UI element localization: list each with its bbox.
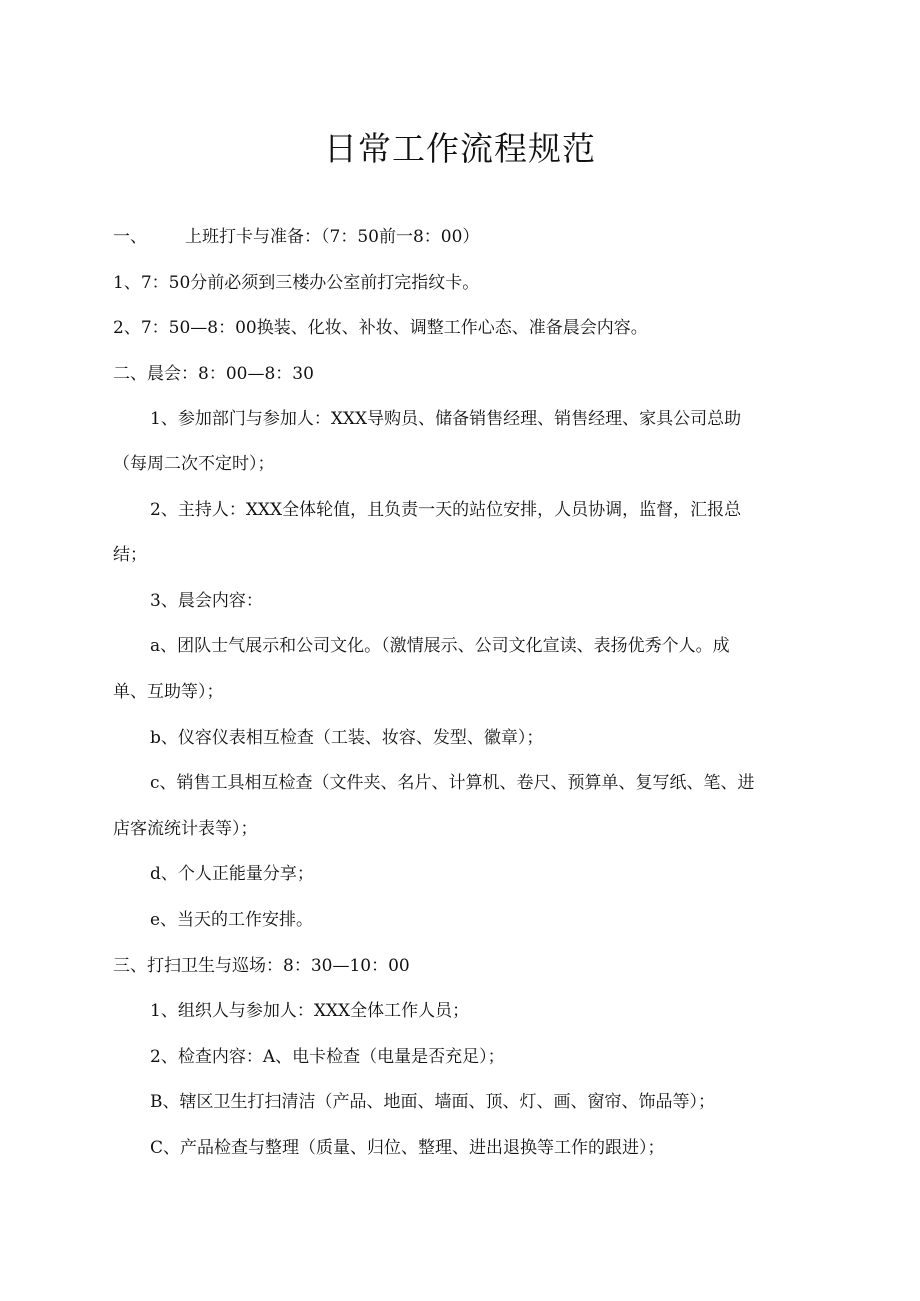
paragraph: 单、互助等）； (113, 682, 224, 702)
section-heading-1 (113, 225, 479, 249)
paragraph: 1、7：50分前必须到三楼办公室前打完指纹卡。 (113, 273, 480, 293)
paragraph: （每周二次不定时）； (113, 454, 275, 474)
paragraph: d、个人正能量分享； (150, 864, 314, 884)
paragraph: 结； (113, 545, 147, 565)
document-title: 日常工作流程规范 (324, 129, 596, 168)
paragraph: e、当天的工作安排。 (150, 910, 314, 930)
paragraph: B、辖区卫生打扫清洁（产品、地面、墙面、顶、灯、画、窗帘、饰品等）； (150, 1092, 715, 1112)
section-heading-text: 上班打卡与准备：（7：50前一8：00） (185, 227, 480, 247)
paragraph: 3、晨会内容： (150, 591, 263, 611)
paragraph: b、仪容仪表相互检查（工装、妆容、发型、徽章）； (150, 728, 544, 748)
paragraph: C、产品检查与整理（质量、归位、整理、进出退换等工作的跟进）； (150, 1138, 665, 1158)
section-number: 一、 (113, 227, 147, 247)
paragraph: a、团队士气展示和公司文化。（激情展示、公司文化宣读、表扬优秀个人。成 (150, 636, 730, 656)
paragraph: c、销售工具相互检查（文件夹、名片、计算机、卷尺、预算单、复写纸、笔、进 (150, 773, 755, 793)
paragraph: 1、组织人与参加人：XXX全体工作人员； (150, 1001, 470, 1021)
paragraph: 1、参加部门与参加人：XXX导购员、储备销售经理、销售经理、家具公司总助 (150, 409, 742, 429)
paragraph: 2、检查内容：A、电卡检查（电量是否充足）； (150, 1047, 505, 1067)
section-heading-2: 二、晨会：8：00—8：30 (113, 364, 314, 384)
paragraph: 店客流统计表等）； (113, 819, 258, 839)
paragraph: 2、7：50—8：00换装、化妆、补妆、调整工作心态、准备晨会内容。 (113, 318, 648, 338)
section-heading-3: 三、打扫卫生与巡场：8：30—10：00 (113, 956, 410, 976)
paragraph: 2、主持人：XXX全体轮值，且负责一天的站位安排，人员协调，监督，汇报总 (150, 500, 742, 520)
